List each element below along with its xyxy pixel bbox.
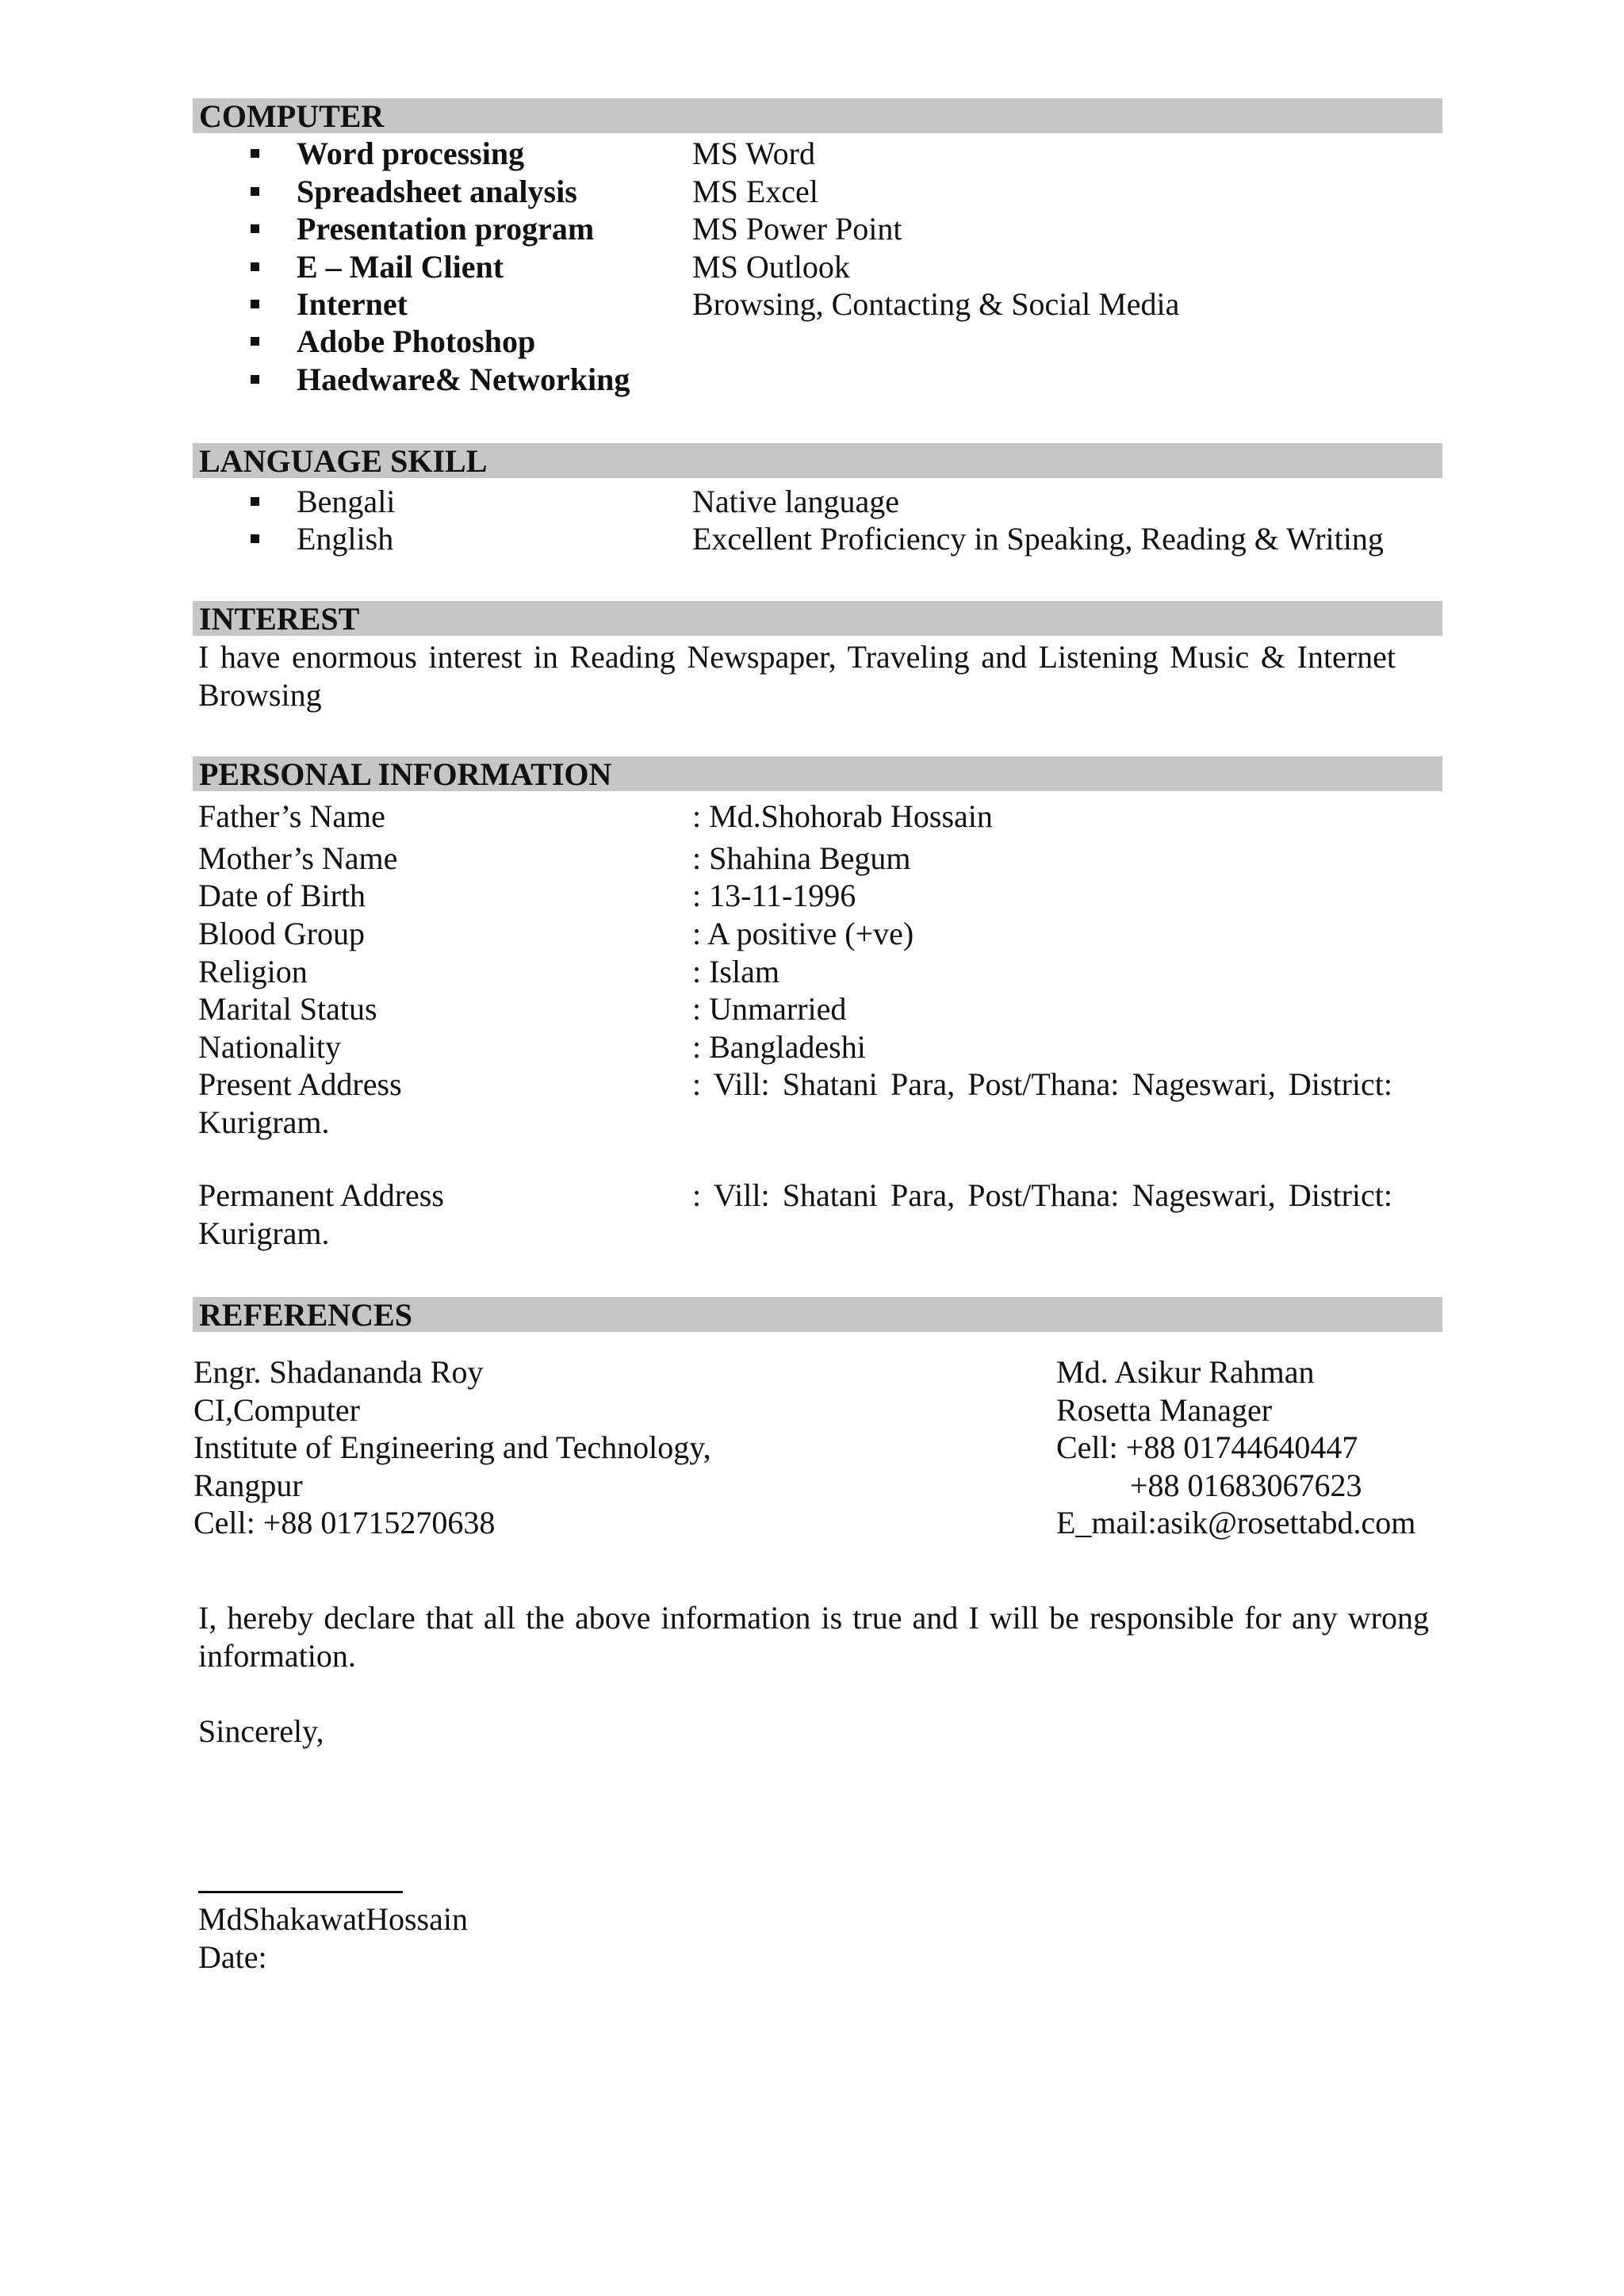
field-value-continued: Kurigram. xyxy=(198,1104,330,1140)
skill-name: E – Mail Client xyxy=(297,249,504,285)
field-label: Present Address xyxy=(198,1066,402,1102)
square-bullet-icon xyxy=(251,534,259,543)
skill-tool: MS Excel xyxy=(692,174,818,209)
language-name: Bengali xyxy=(297,484,396,519)
field-value: : Shahina Begum xyxy=(692,840,911,876)
field-value: : Bangladeshi xyxy=(692,1029,866,1065)
computer-section-header: COMPUTER xyxy=(193,98,1442,133)
field-value: : Islam xyxy=(692,954,779,989)
skill-tool: Browsing, Contacting & Social Media xyxy=(692,286,1180,322)
language-name: English xyxy=(297,521,394,557)
reference-name: Engr. Shadananda Roy xyxy=(193,1354,484,1390)
square-bullet-icon xyxy=(251,187,259,196)
reference-name: Md. Asikur Rahman xyxy=(1056,1354,1315,1390)
square-bullet-icon xyxy=(251,224,259,233)
square-bullet-icon xyxy=(251,262,259,271)
field-value: : Vill: Shatani Para, Post/Thana: Nageswari, District: xyxy=(692,1177,1392,1213)
skill-name: Spreadsheet analysis xyxy=(297,174,577,209)
skill-tool: MS Outlook xyxy=(692,249,850,285)
reference-phone: Cell: +88 01715270638 xyxy=(193,1505,496,1540)
field-value: : A positive (+ve) xyxy=(692,916,914,951)
square-bullet-icon xyxy=(251,375,259,384)
closing-text: Sincerely, xyxy=(198,1713,324,1749)
reference-phone: Cell: +88 01744640447 xyxy=(1056,1429,1358,1465)
personal-section-header: PERSONAL INFORMATION xyxy=(193,756,1442,791)
field-label: Marital Status xyxy=(198,991,377,1027)
field-label: Date of Birth xyxy=(198,878,366,913)
square-bullet-icon xyxy=(251,300,259,308)
field-label: Nationality xyxy=(198,1029,341,1065)
language-level: Excellent Proficiency in Speaking, Reading & Writing xyxy=(692,521,1384,557)
skill-tool: MS Word xyxy=(692,136,815,171)
reference-phone-secondary: +88 01683067623 xyxy=(1130,1468,1362,1503)
field-value: : Unmarried xyxy=(692,991,847,1027)
declaration-text: I, hereby declare that all the above information is true and I will be responsible for any wrong xyxy=(198,1600,1429,1636)
square-bullet-icon xyxy=(251,149,259,158)
square-bullet-icon xyxy=(251,497,259,506)
skill-name: Internet xyxy=(297,286,408,322)
reference-title: Rosetta Manager xyxy=(1056,1392,1273,1428)
declaration-text-continued: information. xyxy=(198,1638,356,1674)
references-section-header: REFERENCES xyxy=(193,1297,1442,1332)
field-value: : Md.Shohorab Hossain xyxy=(692,798,993,834)
language-level: Native language xyxy=(692,484,899,519)
field-label: Blood Group xyxy=(198,916,365,951)
interest-text-continued: Browsing xyxy=(198,677,322,713)
skill-name: Adobe Photoshop xyxy=(297,323,536,359)
field-label: Permanent Address xyxy=(198,1177,444,1213)
skill-name: Word processing xyxy=(297,136,525,171)
skill-name: Presentation program xyxy=(297,211,595,247)
date-label: Date: xyxy=(198,1939,267,1975)
skill-name: Haedware& Networking xyxy=(297,362,630,397)
language-section-header: LANGUAGE SKILL xyxy=(193,443,1442,478)
field-value: : Vill: Shatani Para, Post/Thana: Nageswari, District: xyxy=(692,1066,1392,1102)
reference-institution: Institute of Engineering and Technology, xyxy=(193,1429,711,1465)
field-value: : 13-11-1996 xyxy=(692,878,856,913)
field-label: Mother’s Name xyxy=(198,840,398,876)
skill-tool: MS Power Point xyxy=(692,211,902,247)
interest-section-header: INTEREST xyxy=(193,601,1442,636)
reference-email: E_mail:asik@rosettabd.com xyxy=(1056,1505,1416,1540)
signature-name: MdShakawatHossain xyxy=(198,1901,468,1937)
reference-title: CI,Computer xyxy=(193,1392,360,1428)
square-bullet-icon xyxy=(251,337,259,346)
field-label: Religion xyxy=(198,954,308,989)
interest-text: I have enormous interest in Reading Newspaper, Traveling and Listening Music & Internet xyxy=(198,639,1396,675)
signature-line xyxy=(198,1891,403,1893)
field-value-continued: Kurigram. xyxy=(198,1215,330,1251)
field-label: Father’s Name xyxy=(198,798,385,834)
reference-city: Rangpur xyxy=(193,1468,303,1503)
